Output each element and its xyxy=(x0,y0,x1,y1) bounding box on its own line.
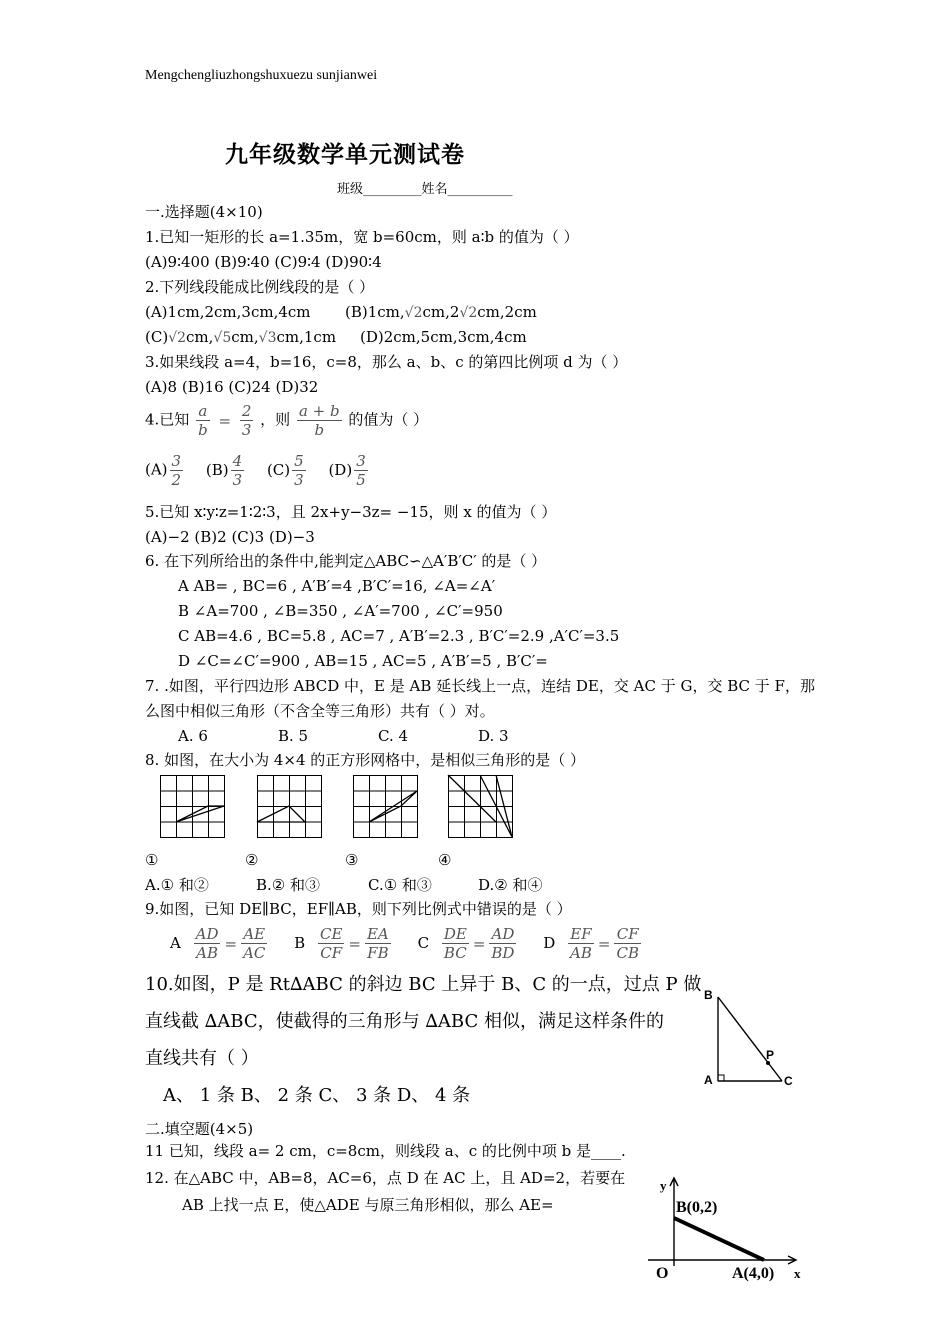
q7-line1: 7. .如图，平行四边形 ABCD 中，E 是 AB 延长线上一点，连结 DE，交 AC 于 G，交 BC 于 F，那 xyxy=(145,677,815,695)
point-label-p: P xyxy=(766,1048,775,1062)
q2-option-c: (C)√2cm,√5cm,√3cm,1cm xyxy=(145,328,337,346)
q2-option-a: (A)1cm,2cm,3cm,4cm xyxy=(145,303,311,321)
q4-stem: 4.已知 $\frac{a}{b}$ = $\frac{2}{3}$ ，则 $\frac{a + b}{b}$ 的值为（ ） xyxy=(145,402,429,439)
figure-label: ④ xyxy=(438,851,452,869)
q5-stem: 5.已知 x∶y∶z=1∶2∶3，且 2x+y−3z= −15，则 x 的值为（ ） xyxy=(145,503,557,521)
q10-triangle-figure xyxy=(700,985,800,1095)
q6-option-c: C AB=4.6 , BC=5.8 , AC=7 , A′B′=2.3 , B′C′=2.9 ,A′C′=3.5 xyxy=(178,627,620,645)
q6-option-a: A AB= , BC=6 , A′B′=4 ,B′C′=16, ∠A=∠A′ xyxy=(178,577,496,595)
q8-option: B.② 和③ xyxy=(256,876,321,894)
q9-options xyxy=(170,925,643,962)
q12-coordinate-figure xyxy=(648,1172,808,1284)
section-2-heading: 二.填空题(4×5) xyxy=(145,1120,254,1138)
figure-label: ③ xyxy=(345,851,359,869)
q6-option-d: D ∠C=∠C′=900 , AB=15 , AC=5 , A′B′=5 , B′C′= xyxy=(178,652,548,670)
q1-stem: 1.已知一矩形的长 a=1.35m，宽 b=60cm，则 a∶b 的值为（ ） xyxy=(145,228,579,246)
q9-option-b: B $\frac{CE}{CF}$ = $\frac{EA}{FB}$ xyxy=(294,925,389,962)
q1-options: (A)9∶400 (B)9∶40 (C)9∶4 (D)90∶4 xyxy=(145,253,382,271)
q2-option-b: (B)1cm,√2cm,2√2cm,2cm xyxy=(345,303,537,321)
point-label-a: A xyxy=(704,1073,713,1087)
figure-label: ② xyxy=(245,851,259,869)
q7-option: B. 5 xyxy=(278,727,309,745)
q8-option: A.① 和② xyxy=(145,876,209,894)
point-label-c: C xyxy=(784,1074,793,1088)
class-name-line: 班级_________姓名__________ xyxy=(337,182,513,197)
point-label-a: A(4,0) xyxy=(732,1265,775,1282)
grid-figure-1 xyxy=(160,775,226,839)
section-1-heading: 一.选择题(4×10) xyxy=(145,203,263,221)
q2-stem: 2.下列线段能成比例线段的是（ ） xyxy=(145,278,375,296)
q12-line1: 12. 在△ABC 中，AB=8，AC=6，点 D 在 AC 上，且 AD=2，若要在 xyxy=(145,1169,626,1187)
page-title: 九年级数学单元测试卷 xyxy=(225,141,465,168)
point-label-b: B xyxy=(704,988,713,1002)
q10-options: A、 1 条 B、 2 条 C、 3 条 D、 4 条 xyxy=(163,1085,471,1106)
q3-stem: 3.如果线段 a=4，b=16，c=8，那么 a、b、c 的第四比例项 d 为（ ） xyxy=(145,353,628,371)
axis-label-x: x xyxy=(794,1266,801,1281)
grid-figure-3 xyxy=(353,775,419,839)
q11-stem: 11 已知，线段 a= 2 cm，c=8cm，则线段 a、c 的比例中项 b 是____. xyxy=(145,1142,626,1160)
page-header: Mengchengliuzhongshuxuezu sunjianwei xyxy=(145,68,378,83)
sqrt2-symbol: √2 xyxy=(404,305,423,321)
q8-option: D.② 和④ xyxy=(478,876,543,894)
grid-figure-2 xyxy=(257,775,323,839)
q3-options: (A)8 (B)16 (C)24 (D)32 xyxy=(145,378,319,396)
q8-stem: 8. 如图，在大小为 4×4 的正方形网格中，是相似三角形的是（ ） xyxy=(145,751,586,769)
q7-line2: 么图中相似三角形（不含全等三角形）共有（ ）对。 xyxy=(145,702,495,720)
q4-options: (A) $\frac{3}{2}$ (B) $\frac{4}{3}$ (C) $\frac{5}{3}$ (D) $\frac{3}{5}$ xyxy=(145,452,366,489)
origin-label: O xyxy=(656,1265,669,1282)
q6-option-b: B ∠A=700 , ∠B=350 , ∠A′=700 , ∠C′=950 xyxy=(178,602,503,620)
q9-option-c: C $\frac{DE}{BC}$ = $\frac{AD}{BD}$ xyxy=(417,925,515,962)
fraction: $\frac{a + b}{b}$ xyxy=(298,402,340,439)
q10-line2: 直线截 ∆ABC，使截得的三角形与 ∆ABC 相似，满足这样条件的 xyxy=(145,1011,664,1032)
q10-line1: 10.如图，P 是 Rt∆ABC 的斜边 BC 上异于 B、C 的一点，过点 P 做 xyxy=(145,974,702,995)
q12-line2: AB 上找一点 E，使△ADE 与原三角形相似，那么 AE= xyxy=(182,1196,554,1214)
fraction: $\frac{a}{b}$ xyxy=(198,402,208,439)
point-label-b: B(0,2) xyxy=(676,1199,718,1216)
q7-option: A. 6 xyxy=(178,727,208,745)
q7-option: C. 4 xyxy=(378,727,409,745)
q5-options: (A)−2 (B)2 (C)3 (D)−3 xyxy=(145,528,315,546)
axis-label-y: y xyxy=(660,1178,667,1193)
grid-figure-4 xyxy=(448,775,514,839)
q6-stem: 6. 在下列所给出的条件中,能判定△ABC∽△A′B′C′ 的是（ ） xyxy=(145,552,547,570)
figure-label: ① xyxy=(145,851,159,869)
q9-stem: 9.如图，已知 DE∥BC，EF∥AB，则下列比例式中错误的是（ ） xyxy=(145,900,572,918)
q7-option: D. 3 xyxy=(478,727,509,745)
q8-option: C.① 和③ xyxy=(368,876,432,894)
fraction: $\frac{2}{3}$ xyxy=(241,402,252,439)
q2-option-d: (D)2cm,5cm,3cm,4cm xyxy=(360,328,527,346)
q10-line3: 直线共有（ ） xyxy=(145,1048,259,1069)
q9-option-d: D $\frac{EF}{AB}$ = $\frac{CF}{CB}$ xyxy=(543,925,639,962)
q9-option-a: A $\frac{AD}{AB}$ = $\frac{AE}{AC}$ xyxy=(170,925,266,962)
sqrt2-symbol: √2 xyxy=(459,305,478,321)
